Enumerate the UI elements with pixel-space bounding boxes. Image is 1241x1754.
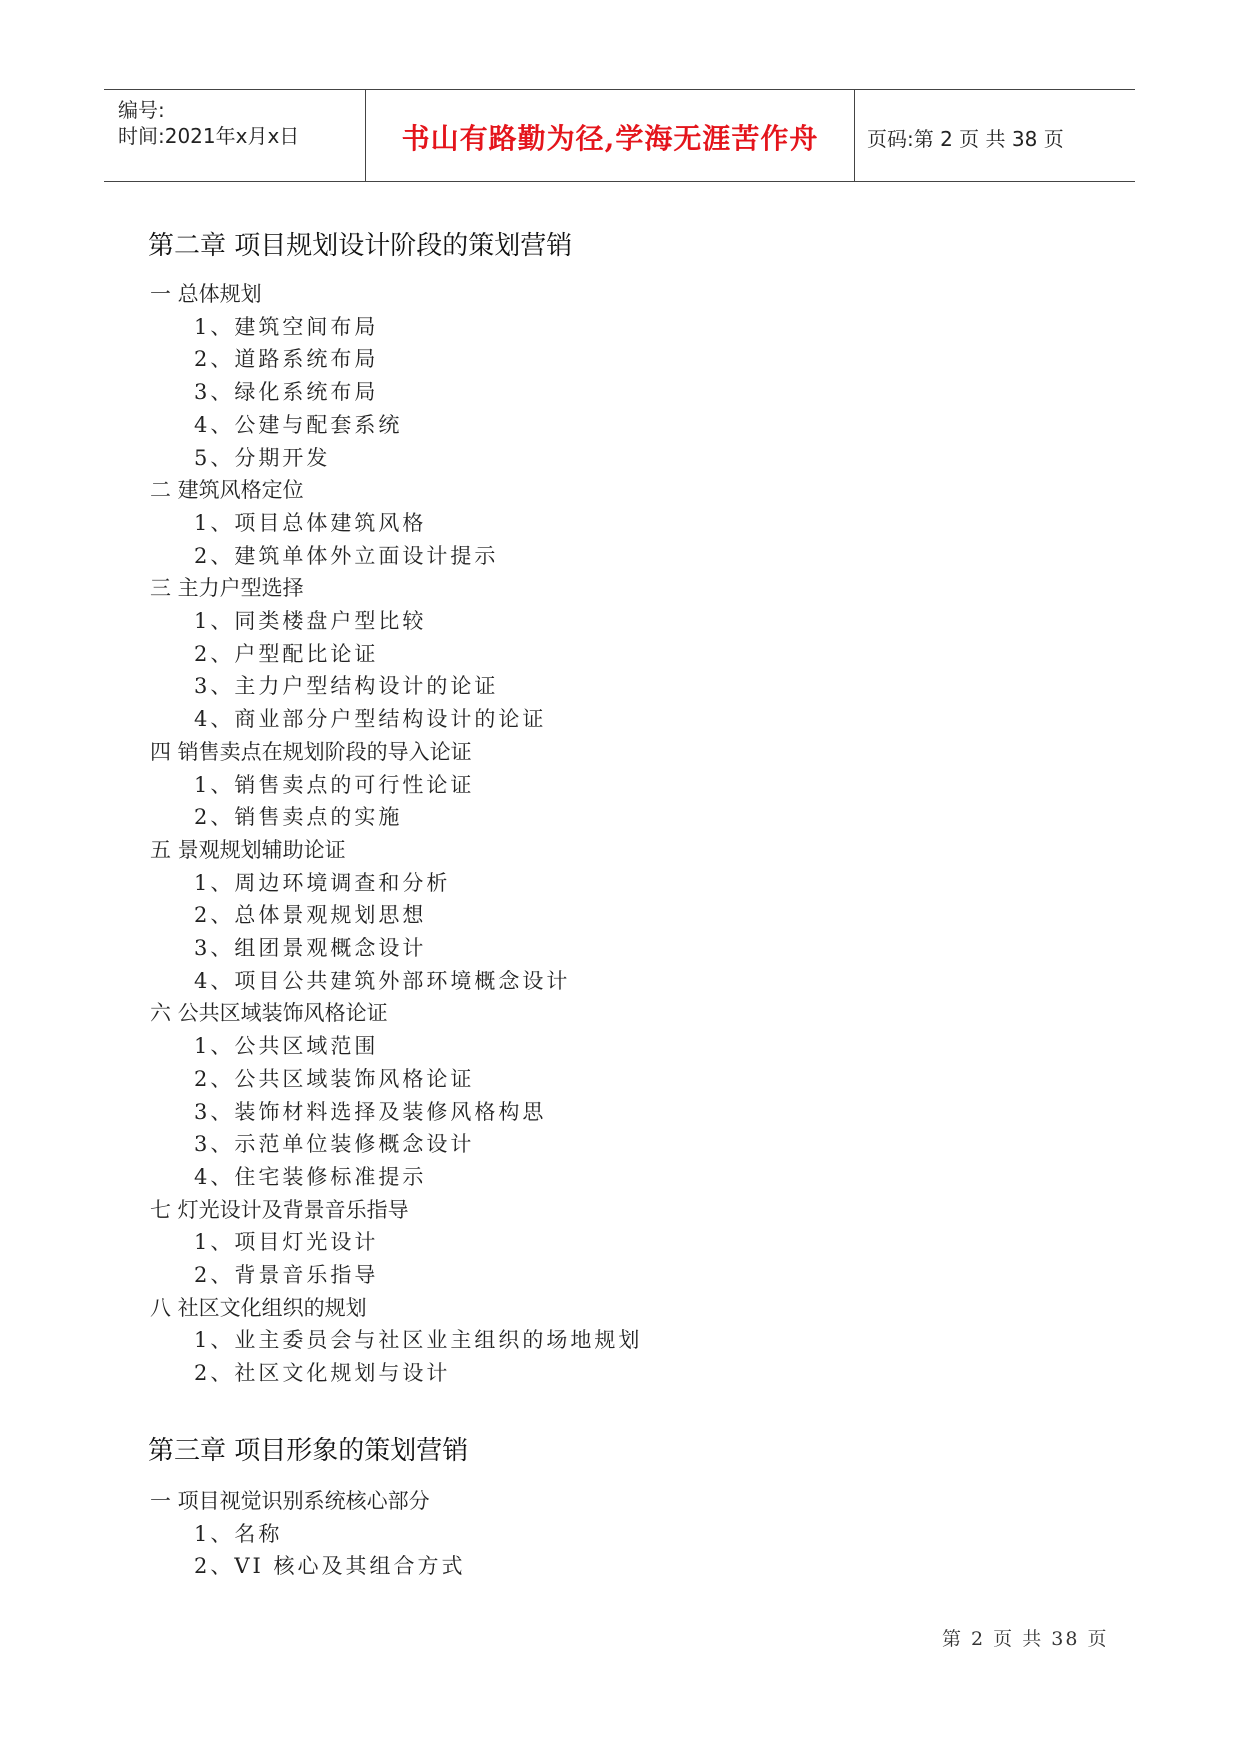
list-item: 1、同类楼盘户型比较 — [194, 609, 427, 633]
list-item: 1、周边环境调查和分析 — [194, 870, 451, 895]
page-footer: 第 2 页 共 38 页 — [942, 1628, 1109, 1650]
document-time-label: 时间:2021年x月x日 — [118, 124, 300, 148]
section-heading: 四 销售卖点在规划阶段的导入论证 — [150, 739, 472, 764]
section-heading: 一 总体规划 — [150, 282, 262, 306]
section-heading: 二 建筑风格定位 — [150, 478, 304, 503]
header-page-cell — [855, 90, 1135, 181]
header-page-number: 页码:第 2 页 共 38 页 — [867, 127, 1064, 151]
list-item: 3、绿化系统布局 — [194, 380, 379, 405]
list-item: 1、项目灯光设计 — [194, 1230, 379, 1255]
page-header — [104, 89, 1135, 182]
chapter-title: 第三章 项目形象的策划营销 — [148, 1436, 469, 1466]
list-item: 5、分期开发 — [194, 445, 331, 470]
list-item: 2、背景音乐指导 — [194, 1263, 379, 1287]
list-item: 4、住宅装修标准提示 — [194, 1164, 427, 1189]
chapter-title: 第二章 项目规划设计阶段的策划营销 — [148, 231, 573, 261]
list-item: 3、主力户型结构设计的论证 — [194, 674, 499, 699]
list-item: 1、名称 — [194, 1521, 283, 1546]
header-meta-cell — [104, 90, 366, 181]
list-item: 4、公建与配套系统 — [194, 412, 403, 437]
section-heading: 五 景观规划辅助论证 — [150, 837, 346, 862]
header-motto: 书山有路勤为径,学海无涯苦作舟 — [401, 122, 819, 155]
list-item: 2、道路系统布局 — [194, 347, 379, 372]
header-motto-cell — [366, 90, 855, 181]
list-item: 2、销售卖点的实施 — [194, 805, 403, 830]
list-item: 1、建筑空间布局 — [194, 314, 379, 339]
list-item: 1、项目总体建筑风格 — [194, 510, 427, 535]
list-item: 3、示范单位装修概念设计 — [194, 1132, 475, 1157]
document-number-label: 编号: — [118, 98, 165, 122]
section-heading: 八 社区文化组织的规划 — [150, 1295, 367, 1320]
list-item: 2、社区文化规划与设计 — [194, 1361, 451, 1386]
section-heading: 一 项目视觉识别系统核心部分 — [150, 1489, 430, 1513]
list-item: 2、户型配比论证 — [194, 641, 379, 666]
list-item: 1、业主委员会与社区业主组织的场地规划 — [194, 1328, 643, 1353]
section-heading: 六 公共区域装饰风格论证 — [150, 1001, 388, 1026]
list-item: 3、组团景观概念设计 — [194, 936, 427, 960]
list-item: 3、装饰材料选择及装修风格构思 — [194, 1099, 547, 1124]
list-item: 2、公共区域装饰风格论证 — [194, 1066, 475, 1091]
list-item: 2、VI 核心及其组合方式 — [194, 1554, 466, 1579]
section-heading: 三 主力户型选择 — [150, 576, 304, 601]
list-item: 4、商业部分户型结构设计的论证 — [194, 707, 547, 732]
list-item: 4、项目公共建筑外部环境概念设计 — [194, 968, 571, 993]
section-heading: 七 灯光设计及背景音乐指导 — [150, 1197, 409, 1222]
list-item: 1、销售卖点的可行性论证 — [194, 772, 475, 797]
list-item: 2、建筑单体外立面设计提示 — [194, 543, 499, 568]
list-item: 2、总体景观规划思想 — [194, 903, 427, 928]
list-item: 1、公共区域范围 — [194, 1034, 379, 1059]
